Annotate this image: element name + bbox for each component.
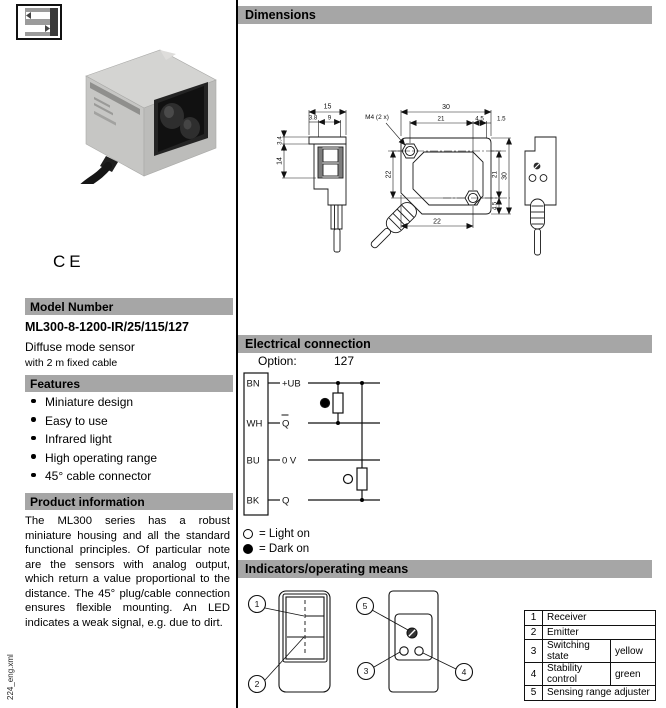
callout-number: 2 — [254, 679, 260, 689]
dim-label: 14 — [276, 157, 284, 165]
model-description-line1: Diffuse mode sensor — [25, 340, 135, 354]
dim-label: 4.5 — [492, 201, 499, 211]
bullet-icon — [31, 399, 36, 404]
electrical-connection-header: Electrical connection — [238, 335, 652, 353]
dim-label: 21 — [437, 115, 445, 123]
dim-label: 15 — [323, 103, 332, 111]
dim-label: 3.8 — [308, 114, 318, 122]
table-row: 4 Stability control green — [525, 663, 656, 686]
terminal-label: WH — [246, 418, 263, 430]
terminal-label: BN — [246, 378, 260, 390]
bullet-icon — [31, 454, 36, 459]
dim-label: 22 — [433, 218, 441, 226]
list-item: Infrared light — [25, 433, 228, 445]
table-row: 2 Emitter — [525, 625, 656, 640]
features-header: Features — [25, 375, 233, 392]
dim-label: 3.4 — [276, 136, 284, 145]
terminal-label: BK — [246, 495, 260, 507]
signal-label: 0 V — [282, 455, 297, 467]
product-photo — [66, 36, 226, 184]
model-number-value: ML300-8-1200-IR/25/115/127 — [25, 320, 189, 334]
document-side-reference: 224_eng.xml — [6, 654, 15, 700]
callout-number: 3 — [363, 666, 369, 676]
table-row: 1 Receiver — [525, 611, 656, 626]
bullet-icon — [31, 473, 36, 478]
product-information-header: Product information — [25, 493, 233, 510]
indicator-diagrams — [240, 583, 530, 708]
model-number-header: Model Number — [25, 298, 233, 315]
dim-label: 30 — [501, 172, 509, 180]
dim-label: 30 — [442, 104, 450, 111]
callout-number: 5 — [362, 601, 368, 611]
signal-label: +UB — [282, 378, 301, 390]
dim-label: 21 — [491, 171, 499, 178]
list-item: High operating range — [25, 452, 228, 464]
indicators-table — [524, 610, 656, 701]
dim-label: M4 (2 x) — [365, 114, 389, 121]
ce-mark: CE — [53, 252, 85, 271]
wiring-diagram — [240, 368, 490, 528]
signal-label: Q — [282, 418, 290, 430]
dark-on-symbol — [243, 544, 253, 554]
product-information-text: The ML300 series has a robust miniature housing and all the standard functional principles. Of particular note are the sensors with analog output, which return a value proportional to the distance. The 45° plug/cable connection ensures flexible mounting. An LED indicates a weak signal, e.g. due to dirt. — [25, 515, 230, 629]
dimensions-header: Dimensions — [238, 6, 652, 24]
dimensions-drawing — [238, 50, 648, 290]
callout-number: 1 — [254, 599, 260, 609]
list-item: 45° cable connector — [25, 470, 228, 482]
table-row: 5 Sensing range adjuster — [525, 686, 656, 701]
model-description-line2: with 2 m fixed cable — [25, 357, 118, 369]
diffuse-sensor-pictogram-icon — [16, 4, 62, 40]
option-label: Option: — [258, 354, 297, 368]
callout-number: 4 — [461, 667, 467, 677]
bullet-icon — [31, 417, 36, 422]
dim-label: 9 — [327, 114, 332, 122]
option-value: 127 — [334, 354, 355, 368]
features-list — [25, 396, 228, 489]
dim-label: 1.5 — [497, 115, 506, 123]
list-item: Miniature design — [25, 396, 228, 408]
table-row: 3 Switching state yellow — [525, 640, 656, 663]
dim-label: 4.5 — [475, 115, 484, 123]
signal-label: Q — [282, 495, 290, 507]
list-item: Easy to use — [25, 415, 228, 427]
dim-label: 22 — [385, 170, 393, 179]
terminal-label: BU — [246, 455, 260, 467]
indicators-header: Indicators/operating means — [238, 560, 652, 578]
light-on-symbol — [243, 529, 253, 539]
legend-dark-on: = Dark on — [243, 543, 309, 555]
bullet-icon — [31, 436, 36, 441]
legend-light-on: = Light on — [243, 528, 310, 540]
